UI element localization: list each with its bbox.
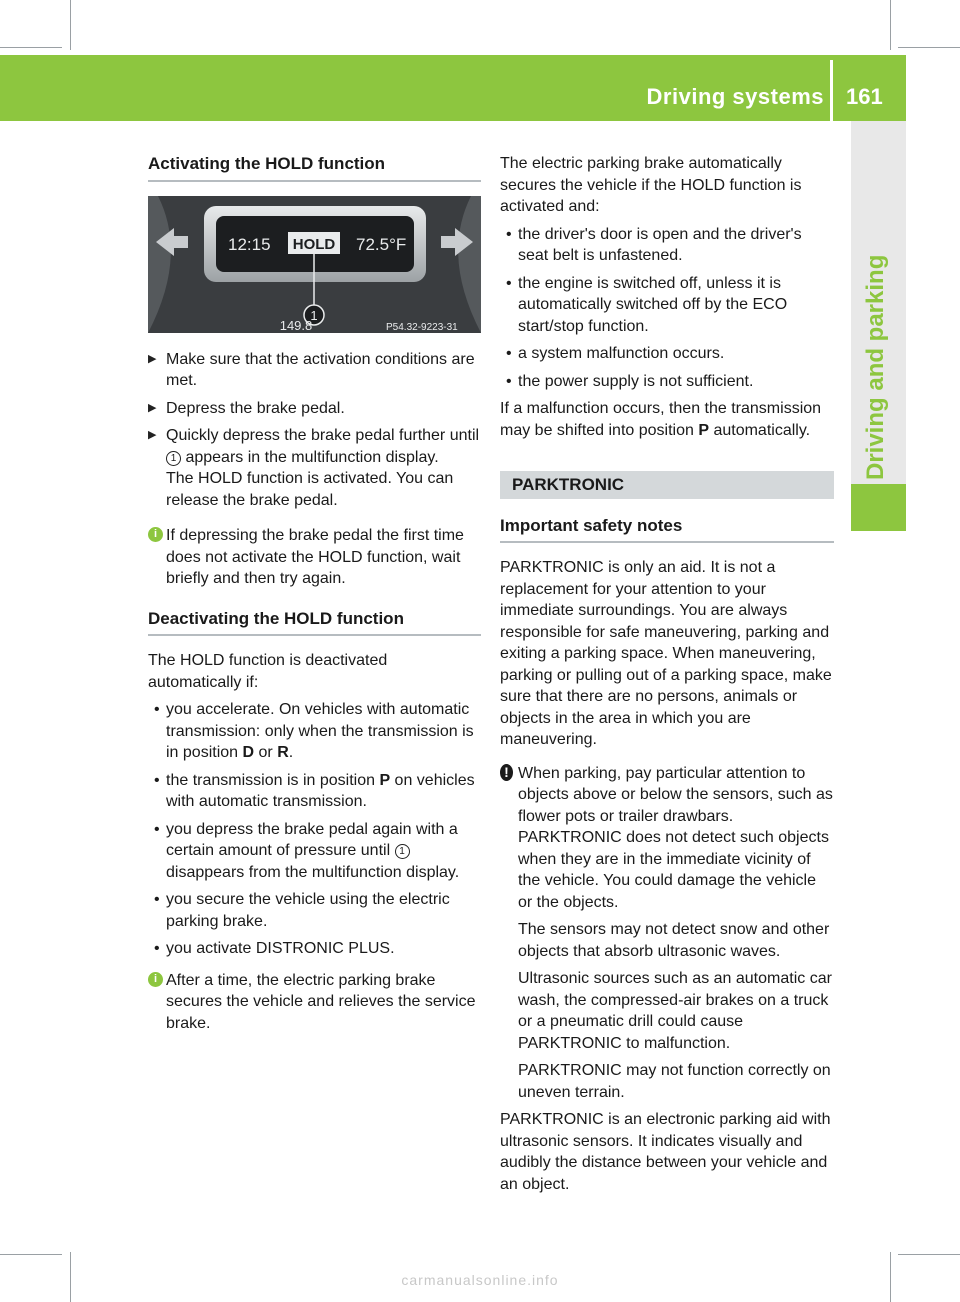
epb-intro: The electric parking brake automatically secures the vehicle if the HOLD function is activated and:	[500, 155, 802, 215]
step-conditions: ▶ Make sure that the activation conditions are met.	[148, 349, 481, 392]
crop-mark	[898, 1254, 960, 1255]
callout-number: 1	[310, 307, 318, 323]
display-temperature: 72.5°F	[356, 234, 407, 254]
list-item: • you secure the vehicle using the electric parking brake.	[154, 891, 450, 930]
section-parktronic: PARKTRONIC	[500, 471, 834, 499]
crop-mark	[890, 0, 891, 50]
crop-mark	[70, 0, 71, 50]
header-divider	[830, 60, 833, 121]
info-icon: i	[148, 972, 163, 987]
list-item: • the transmission is in position P on vehicles with automatic transmission.	[154, 771, 475, 810]
side-tab-marker	[851, 484, 906, 531]
display-odometer: 149.8	[279, 317, 313, 333]
image-code: P54.32-9223-31	[386, 321, 458, 333]
step-depress-further: ▶ Quickly depress the brake pedal further until 1 appears in the multifunction display. The HOLD function is activated. You can release the brake pedal.	[148, 425, 481, 511]
list-item: • you activate DISTRONIC PLUS.	[154, 940, 395, 957]
crop-mark	[0, 47, 62, 48]
step-depress-brake: ▶ Depress the brake pedal.	[148, 398, 481, 420]
info-note: i If depressing the brake pedal the first time does not activate the HOLD function, wait briefly and then try again.	[148, 525, 481, 590]
list-item: • the driver's door is open and the driver's seat belt is unfastened.	[506, 225, 802, 264]
deactivation-intro: The HOLD function is deactivated automatically if:	[148, 652, 388, 691]
list-item: • the power supply is not sufficient.	[506, 372, 754, 390]
warning-icon: !	[500, 764, 513, 781]
dashboard-illustration	[148, 196, 481, 333]
heading-deactivating-hold: Deactivating the HOLD function	[148, 608, 481, 637]
list-item: • you accelerate. On vehicles with automatic transmission: only when the transmission is in position D or R.	[154, 701, 474, 761]
watermark: carmanualsonline.info	[401, 1272, 559, 1288]
closing-text: PARKTRONIC is an electronic parking aid with ultrasonic sensors. It indicates visually and audibly the distance between your vehicle and an object.	[500, 1111, 831, 1193]
crop-mark	[0, 1254, 62, 1255]
heading-activating-hold: Activating the HOLD function	[148, 153, 481, 182]
callout-1-icon: 1	[395, 844, 410, 859]
display-time: 12:15	[228, 234, 271, 254]
info-icon: i	[148, 527, 163, 542]
instrument-display-graphic	[148, 196, 481, 333]
safety-text: PARKTRONIC is only an aid. It is not a replacement for your attention to your immediate surroundings. You are always responsible for safe maneuvering, parking and exiting a parking space. When maneuvering, parking or pulling out of a parking space, make sure that there are no persons, animals or objects in the area in which you are maneuvering.	[500, 559, 832, 748]
list-item: • you depress the brake pedal again with a certain amount of pressure until 1 disappears from the multifunction display.	[154, 820, 460, 881]
info-note: i After a time, the electric parking brake secures the vehicle and relieves the service brake.	[148, 970, 481, 1035]
heading-safety-notes: Important safety notes	[500, 515, 834, 544]
step-result: The HOLD function is activated. You can release the brake pedal.	[166, 470, 454, 509]
crop-mark	[898, 47, 960, 48]
list-item: • the engine is switched off, unless it is automatically switched off by the ECO start/stop function.	[506, 274, 788, 335]
right-column	[500, 153, 834, 1201]
list-item: • a system malfunction occurs.	[506, 345, 725, 362]
warning-note: ! When parking, pay particular attention to objects above or below the sensors, such as flower pots or trailer drawbars. PARKTRONIC does not detect such objects when they are in the immediate vicinity of the vehicle. You could damage the vehicle or the objects. The sensors may not detect snow and other objects that absorb ultrasonic waves. Ultrasonic sources such as an automatic car wash, the compressed-air brakes on a truck or a pneumatic drill could cause PARKTRONIC to malfunction. PARKTRONIC may not function correctly on uneven terrain.	[500, 763, 834, 1104]
page-title: Driving systems	[646, 84, 824, 109]
side-tab-label: Driving and parking	[862, 254, 889, 480]
page-number: 161	[846, 84, 883, 109]
left-column	[148, 153, 481, 1040]
display-hold-indicator: HOLD	[292, 235, 336, 253]
callout-1-icon: 1	[166, 451, 181, 466]
malfunction-text: If a malfunction occurs, then the transmission may be shifted into position P automatically.	[500, 400, 822, 439]
